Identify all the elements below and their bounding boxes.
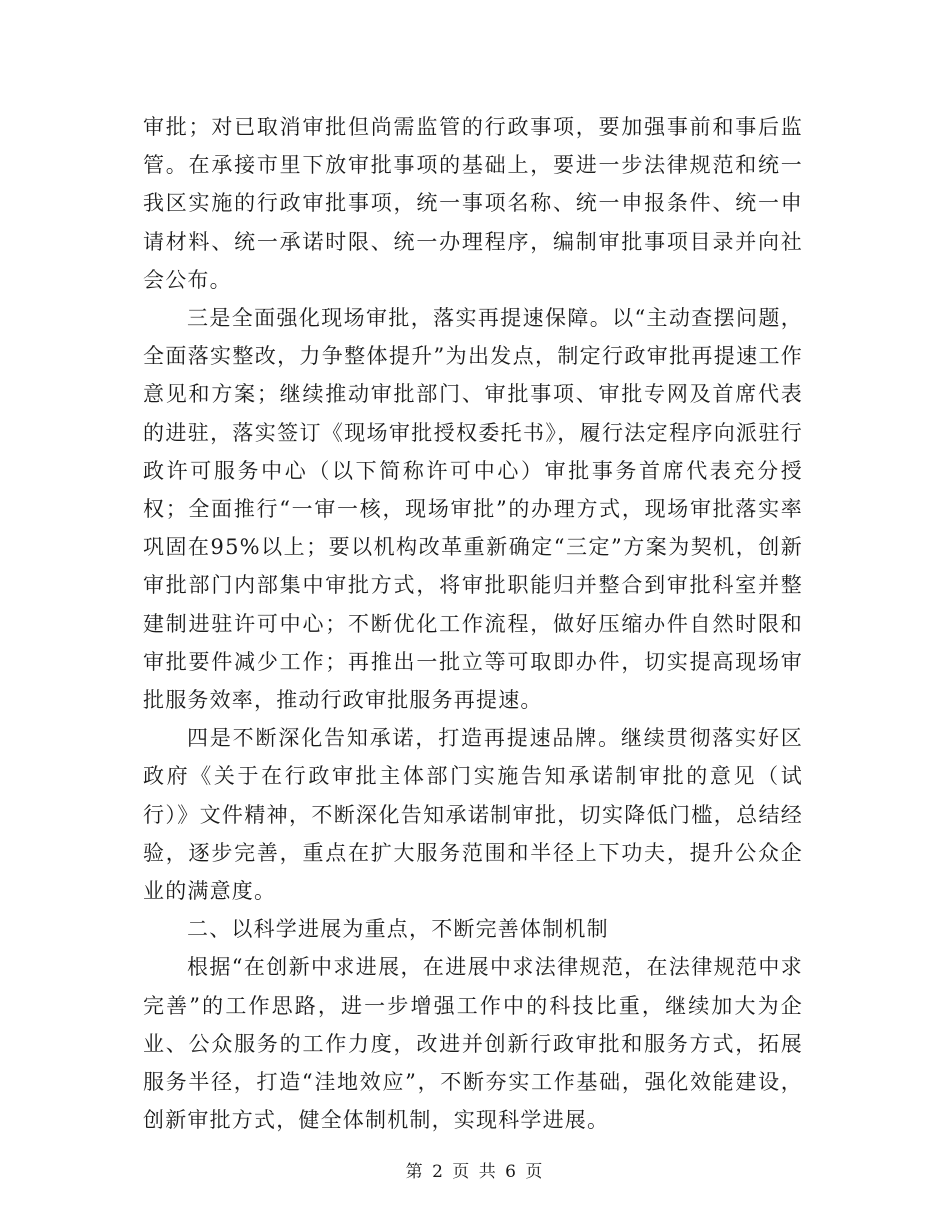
paragraph-4: 根据“在创新中求进展，在进展中求法律规范，在法律规范中求完善”的工作思路，进一步增强工作中的科技比重，继续加大为企业、公众服务的工作力度，改进并创新行政审批和服务方式，拓展服务半径，打造“洼地效应”，不断夯实工作基础，强化效能建设，创新审批方式，健全体制机制，实现科学进展。 (143, 955, 803, 1133)
document-body (143, 108, 803, 1139)
paragraph-2: 三是全面强化现场审批，落实再提速保障。以“主动查摆问题，全面落实整改，力争整体提升”为出发点，制定行政审批再提速工作意见和方案；继续推动审批部门、审批事项、审批专网及首席代表的进驻，落实签订《现场审批授权委托书》，履行法定程序向派驻行政许可服务中心（以下简称许可中心）审批事务首席代表充分授权；全面推行“一审一核，现场审批”的办理方式，现场审批落实率巩固在95%以上；要以机构改革重新确定“三定”方案为契机，创新审批部门内部集中审批方式，将审批职能归并整合到审批科室并整建制进驻许可中心；不断优化工作流程，做好压缩办件自然时限和审批要件减少工作；再推出一批立等可取即办件，切实提高现场审批服务效率，推动行政审批服务再提速。 (143, 306, 803, 713)
section-heading: 二、以科学进展为重点，不断完善体制机制 (187, 917, 609, 942)
paragraph-1: 审批；对已取消审批但尚需监管的行政事项，要加强事前和事后监管。在承接市里下放审批事项的基础上，要进一步法律规范和统一我区实施的行政审批事项，统一事项名称、统一申报条件、统一申请材料、统一承诺时限、统一办理程序，编制审批事项目录并向社会公布。 (143, 115, 803, 292)
paragraph-3: 四是不断深化告知承诺，打造再提速品牌。继续贯彻落实好区政府《关于在行政审批主体部门实施告知承诺制审批的意见（试行）》文件精神，不断深化告知承诺制审批，切实降低门槛，总结经验，逐步完善，重点在扩大服务范围和半径上下功夫，提升公众企业的满意度。 (143, 726, 803, 904)
page-number-footer: 第 2 页 共 6 页 (405, 1162, 545, 1182)
